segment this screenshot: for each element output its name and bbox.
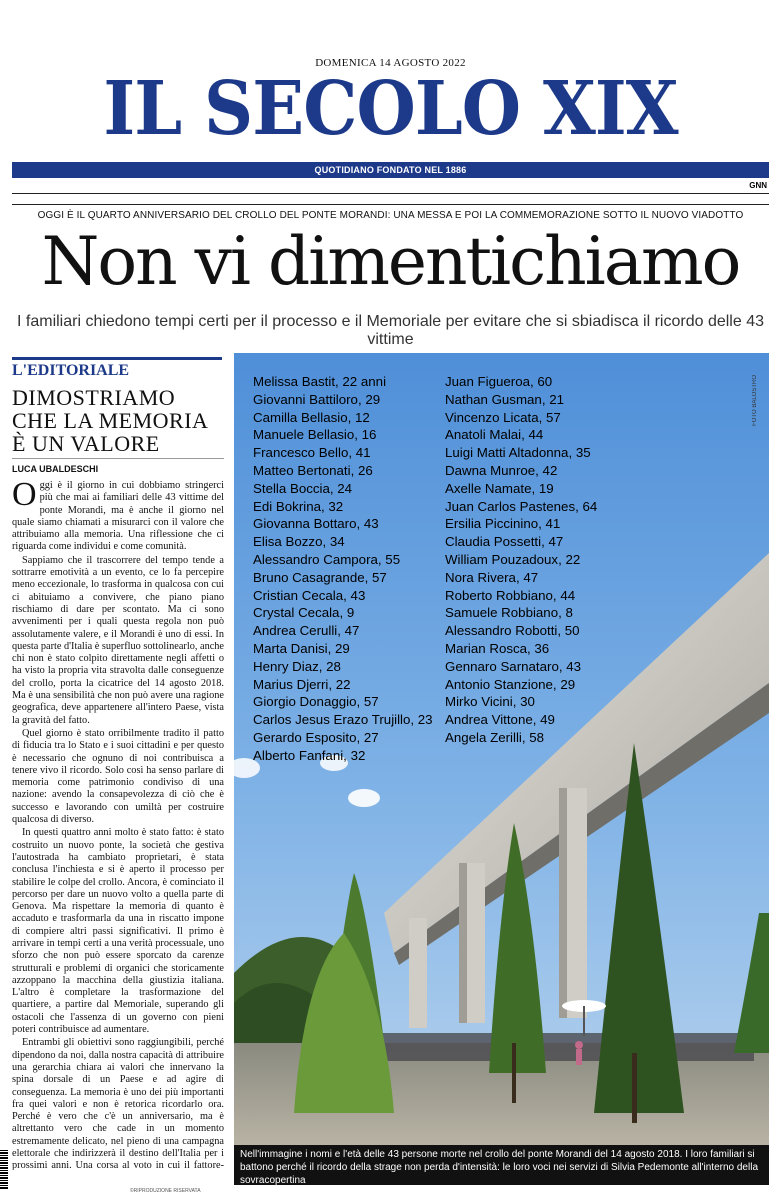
divider <box>12 193 769 194</box>
gnn-logo: GNN <box>749 181 767 190</box>
kicker: OGGI È IL QUARTO ANNIVERSARIO DEL CROLLO DEL PONTE MORANDI: UNA MESSA E POI LA COMMEMORAZIONE SOTTO IL NUOVO VIADOTTO <box>37 210 744 221</box>
victim-name: Marta Danisi, 29 <box>253 640 350 656</box>
victim-name: Vincenzo Licata, 57 <box>445 409 561 425</box>
victim-name: William Pouzadoux, 22 <box>445 551 581 567</box>
editorial-title-line: CHE LA MEMORIA <box>12 408 209 433</box>
victim-name: Crystal Cecala, 9 <box>253 605 355 621</box>
victim-name: Francesco Bello, 41 <box>253 445 371 461</box>
victim-name: Stella Boccia, 24 <box>253 480 353 496</box>
victim-name: Edi Bokrina, 32 <box>253 498 344 514</box>
subhead: I familiari chiedono tempi certi per il processo e il Memoriale per evitare che si sbiadisca il ricordo delle 43 vittime <box>17 313 764 348</box>
editorial-title-line: DIMOSTRIAMO <box>12 385 176 410</box>
footer-credit: ©RIPRODUZIONE RISERVATA <box>130 1188 201 1194</box>
paragraph: Sappiamo che il trascorrere del tempo tende a sottrarre emotività a un evento, ce lo fa percepire meno eccezionale, lo trasforma in qualcosa con cui ci abituiamo a convivere, che piano piano rischiamo di dare per scontato. Ma ci sono avvenimenti per i quali questa regola non può assolutamente valere, e il Morandi è uno di essi. In questa parte d'Italia è superfluo sottolinearlo, anche chi non è stato colpito direttamente negli affetti o ha visto la propria vita stravolta dalle conseguenze del crollo, porta la cicatrice del 14 agosto 2018. Ma è una sensibilità che non può avere una ragione geografica, deve appartenere all'intero Paese, vista la gravità del fatto. <box>12 554 224 726</box>
victim-name: Alessandro Robotti, 50 <box>445 623 580 639</box>
victim-name: Gennaro Sarnataro, 43 <box>445 658 582 674</box>
victim-name: Manuele Bellasio, 16 <box>253 427 377 443</box>
drop-cap: O <box>12 480 37 513</box>
victims-list-right <box>445 373 597 747</box>
victim-name: Nora Rivera, 47 <box>445 569 539 585</box>
paragraph: Entrambi gli obiettivi sono raggiungibili, perché dipendono da noi, dalla nostra capacità di attribuire una gerarchia chiara ai valori che innervano la spina dorsale di un Paese e ad agire di conseguenza. La memoria è uno dei più importanti fra quei valori e non è retorica ricordarlo ora. Perché è vero che c'è un anniversario, ma è altrettanto vero che cade in un momento estremamente delicato, nel pieno di una campagna elettorale che indirizzerà il destino dell'Italia per i prossimi anni. Una corsa al voto in cui il fattore- <box>12 1037 224 1170</box>
paragraph: In questi quattro anni molto è stato fatto: è stato costruito un nuovo ponte, la società che gestiva l'autostrada ha cambiato proprietari, è stata conclusa l'inchiesta e si è aperto il processo per stabilire le colpe del crollo. Ancora, è cominciato il percorso per dare un nuovo volto a quella parte di Genova. Ma rispettare la memoria di quanto è accaduto e trasformarla da una in riscatto impone di compiere altri passi significativi. Il primo è arrivare in tempi certi a una verità processuale, uno sforzo che non può essere sporcato da carenze strutturali e problemi di organici che storicamente azzoppano la macchina della giustizia italiana. L'altro è completare la trasformazione del quartiere, a partire dal Memoriale, superando gli ostacoli che l'assenza di un governo con pieni poteri contribuisce ad aumentare. <box>12 827 224 1036</box>
victim-name: Andrea Vittone, 49 <box>445 712 555 728</box>
victim-name: Roberto Robbiano, 44 <box>445 587 576 603</box>
victim-name: Giovanna Bottaro, 43 <box>253 516 379 532</box>
victim-name: Carlos Jesus Erazo Trujillo, 23 <box>253 712 433 728</box>
headline[interactable]: Non vi dimentichiamo <box>41 223 740 300</box>
victim-name: Nathan Gusman, 21 <box>445 391 565 407</box>
photo-caption: Nell'immagine i nomi e l'età delle 43 persone morte nel crollo del ponte Morandi del 14 agosto 2018. I loro familiari si battono perché il ricordo della strage non perda d'intensità: le loro voci nei servizi di Silvia Pedemonte all'interno della sovracopertina <box>234 1145 769 1185</box>
editorial-title[interactable] <box>12 386 224 455</box>
victim-name: Marian Rosca, 36 <box>445 640 550 656</box>
victim-name: Axelle Namate, 19 <box>445 480 554 496</box>
divider <box>12 458 224 459</box>
victim-name: Juan Carlos Pastenes, 64 <box>445 498 598 514</box>
victim-name: Andrea Cerulli, 47 <box>253 623 360 639</box>
victim-name: Bruno Casagrande, 57 <box>253 569 387 585</box>
barcode <box>0 1150 8 1190</box>
victim-name: Camilla Bellasio, 12 <box>253 409 370 425</box>
masthead[interactable]: IL SECOLO XIX <box>103 66 678 152</box>
photo-credit: FOTO BALOSTRO <box>752 375 758 426</box>
victim-name: Alberto Fanfani, 32 <box>253 747 366 763</box>
founded-bar: QUOTIDIANO FONDATO NEL 1886 <box>12 162 769 178</box>
editorial-body <box>12 480 224 1170</box>
victim-name: Angela Zerilli, 58 <box>445 729 545 745</box>
paragraph: Quel giorno è stato orribilmente tradito il patto di fiducia tra lo Stato e i suoi cittadini e per questo è necessario che ognuno di noi contribuisca a tenere vivo il ricordo. Solo così ha senso parlare di memoria come patrimonio condiviso di una nazione: avendo la consapevolezza di ciò che è successo e lavorando con umiltà per costruire qualcosa di diverso. <box>12 727 224 826</box>
victims-list-left <box>253 373 433 765</box>
victim-name: Giovanni Battiloro, 29 <box>253 391 381 407</box>
victim-name: Antonio Stanzione, 29 <box>445 676 576 692</box>
victim-name: Mirko Vicini, 30 <box>445 694 535 710</box>
victim-name: Matteo Bertonati, 26 <box>253 462 373 478</box>
victim-name: Marius Djerri, 22 <box>253 676 351 692</box>
victim-name: Claudia Possetti, 47 <box>445 534 564 550</box>
victim-name: Elisa Bozzo, 34 <box>253 534 345 550</box>
divider <box>12 204 769 205</box>
editorial-label: L'EDITORIALE <box>12 357 222 380</box>
author-byline: LUCA UBALDESCHI <box>12 464 99 474</box>
victim-name: Anatoli Malai, 44 <box>445 427 544 443</box>
editorial-title-line: È UN VALORE <box>12 431 160 456</box>
victim-name: Luigi Matti Altadonna, 35 <box>445 445 591 461</box>
victim-name: Ersilia Piccinino, 41 <box>445 516 561 532</box>
victim-name: Henry Diaz, 28 <box>253 658 341 674</box>
victim-name: Giorgio Donaggio, 57 <box>253 694 379 710</box>
paragraph: Oggi è il giorno in cui dobbiamo stringerci più che mai ai familiari delle 43 vittime del ponte Morandi, ma è anche il giorno nel quale siamo chiamati a misurarci con il valore che attribuiamo alla memoria. Una riflessione che ci riguarda come individui e come comunità. <box>12 480 224 553</box>
victim-name: Melissa Bastit, 22 anni <box>253 374 387 389</box>
issue-date: DOMENICA 14 AGOSTO 2022 <box>315 57 466 69</box>
victim-name: Juan Figueroa, 60 <box>445 374 553 389</box>
victim-name: Cristian Cecala, 43 <box>253 587 366 603</box>
victim-name: Gerardo Esposito, 27 <box>253 729 379 745</box>
victim-name: Samuele Robbiano, 8 <box>445 605 573 621</box>
victim-name: Dawna Munroe, 42 <box>445 462 558 478</box>
victim-name: Alessandro Campora, 55 <box>253 551 401 567</box>
